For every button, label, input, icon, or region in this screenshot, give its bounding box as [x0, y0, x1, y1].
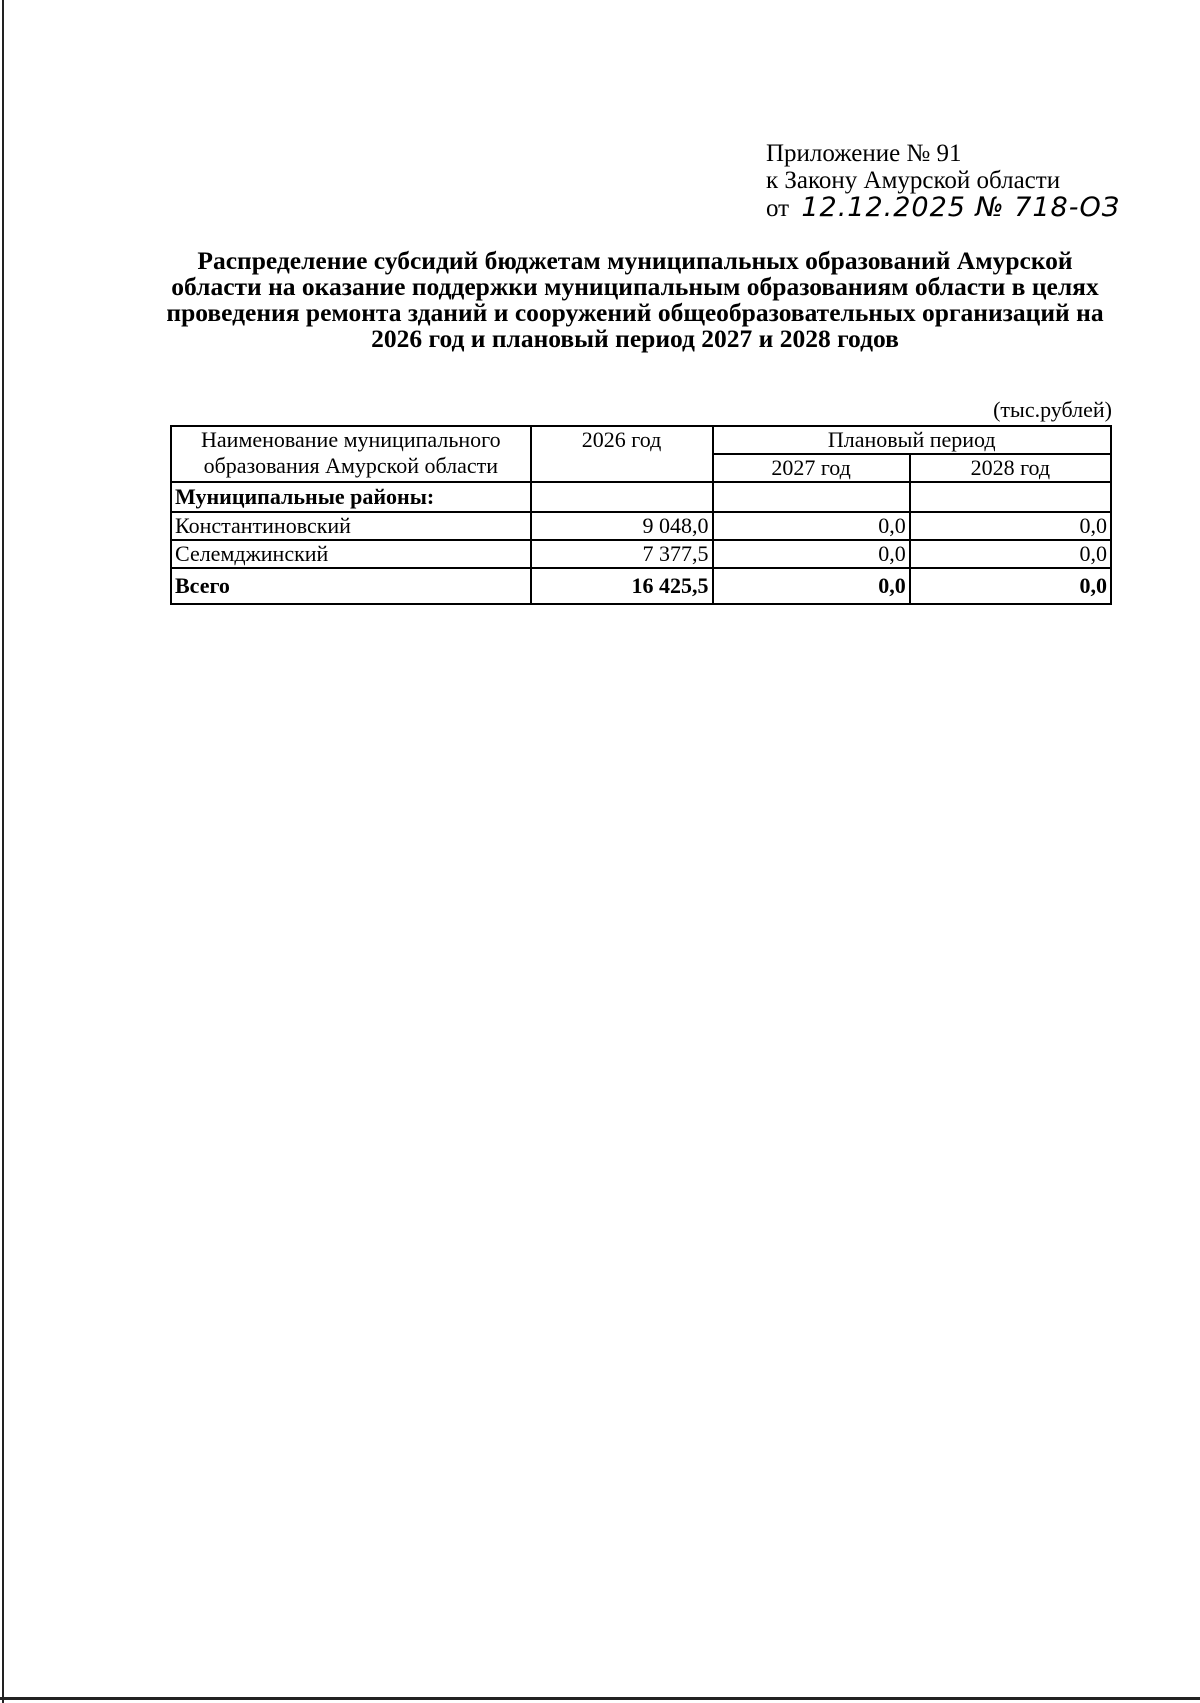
- appendix-date-prefix: от: [766, 195, 790, 222]
- scan-edge-bottom: [0, 1697, 1200, 1700]
- appendix-header: [766, 140, 1120, 222]
- document-title: Распределение субсидий бюджетам муниципальных образований Амурской области на оказание поддержки муниципальным образованиям области в целях проведения ремонта зданий и сооружений общеобразовательных организаций на 2026 год и плановый период 2027 и 2028 годов: [166, 246, 1104, 353]
- row-value-2027: 0,0: [713, 512, 910, 540]
- handwritten-date-number: 12.12.2025 № 718-ОЗ: [801, 192, 1121, 223]
- appendix-date-line: [766, 194, 1120, 222]
- row-value-2027: 0,0: [713, 540, 910, 568]
- section-empty-2027: [713, 482, 910, 512]
- header-name-cell: [171, 426, 531, 482]
- row-value-2026: 7 377,5: [531, 540, 713, 568]
- header-year-2026: 2026 год: [531, 426, 713, 482]
- total-value-2026: 16 425,5: [531, 568, 713, 604]
- appendix-law: к Закону Амурской области: [766, 167, 1061, 194]
- header-year-2027: 2027 год: [713, 454, 910, 482]
- units-label: (тыс.рублей): [993, 397, 1112, 422]
- header-name-line2: образования Амурской области: [203, 453, 499, 478]
- section-label: Муниципальные районы:: [171, 482, 531, 512]
- total-label: Всего: [171, 568, 531, 604]
- row-name: Константиновский: [171, 512, 531, 540]
- row-value-2026: 9 048,0: [531, 512, 713, 540]
- table-row: [171, 512, 1111, 540]
- total-row: [171, 568, 1111, 604]
- section-empty-2028: [910, 482, 1111, 512]
- section-empty-2026: [531, 482, 713, 512]
- appendix-number: Приложение № 91: [766, 140, 962, 167]
- header-planned-period: Плановый период: [713, 426, 1112, 454]
- total-value-2027: 0,0: [713, 568, 910, 604]
- header-row-1: [171, 426, 1111, 454]
- row-value-2028: 0,0: [910, 512, 1111, 540]
- section-row: [171, 482, 1111, 512]
- header-name-line1: Наименование муниципального: [201, 427, 501, 452]
- header-year-2028: 2028 год: [910, 454, 1111, 482]
- subsidy-table: [170, 425, 1112, 605]
- total-value-2028: 0,0: [910, 568, 1111, 604]
- row-value-2028: 0,0: [910, 540, 1111, 568]
- scan-edge-left: [2, 0, 4, 1703]
- table-row: [171, 540, 1111, 568]
- row-name: Селемджинский: [171, 540, 531, 568]
